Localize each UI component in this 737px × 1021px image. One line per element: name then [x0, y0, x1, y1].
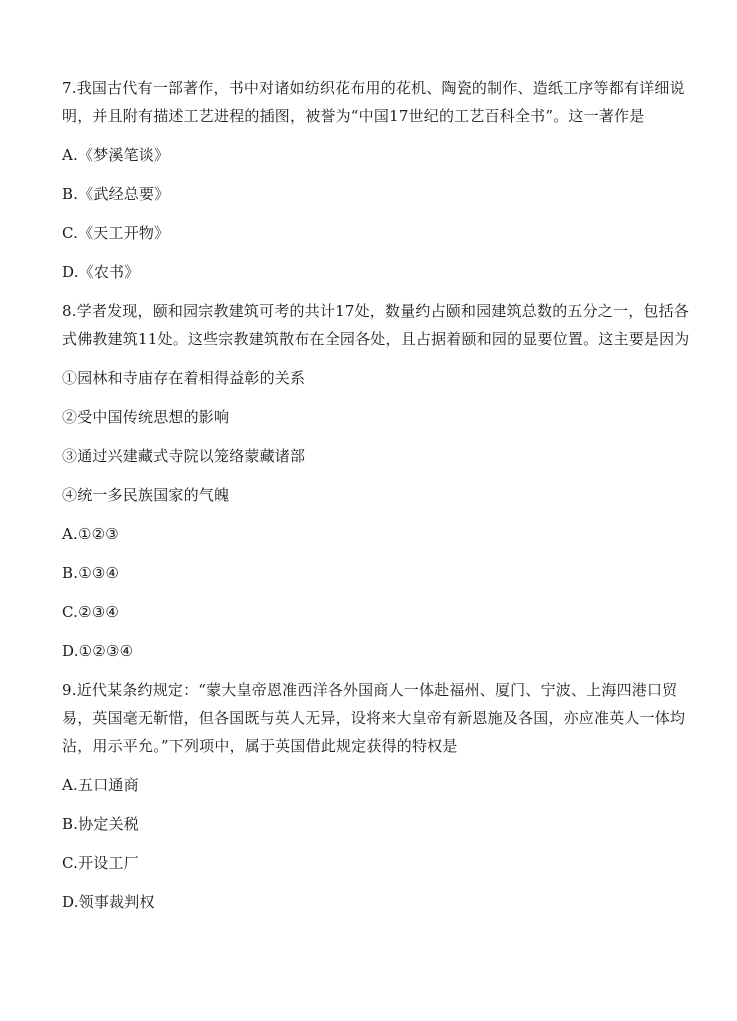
question-stem-line: 7.我国古代有一部著作，书中对诸如纺织花布用的花机、陶瓷的制作、造纸工序等都有详细说 — [62, 79, 685, 97]
option-c: C.开设工厂 — [62, 854, 139, 872]
option-b: B.《武经总要》 — [62, 185, 170, 203]
exam-page — [62, 74, 690, 927]
question-stem-line: 9.近代某条约规定：“蒙大皇帝恩准西洋各外国商人一体赴福州、厦门、宁波、上海四港口贸 — [62, 681, 678, 699]
option-a: A.五口通商 — [62, 776, 139, 794]
statement-4: ④统一多民族国家的气魄 — [62, 486, 230, 504]
statement-1: ①园林和寺庙存在着相得益彰的关系 — [62, 369, 306, 387]
question-stem-line: 沾，用示平允。”下列项中，属于英国借此规定获得的特权是 — [62, 737, 458, 755]
option-c: C.②③④ — [62, 603, 120, 621]
option-b: B.协定关税 — [62, 815, 139, 833]
option-a: A.《梦溪笔谈》 — [62, 146, 170, 164]
option-b: B.①③④ — [62, 564, 120, 582]
question-stem-line: 8.学者发现，颐和园宗教建筑可考的共计17处，数量约占颐和园建筑总数的五分之一，包括各 — [62, 302, 690, 320]
option-d: D.领事裁判权 — [62, 893, 155, 911]
question-9-stem — [62, 676, 686, 760]
option-d: D.①②③④ — [62, 642, 134, 660]
question-7-stem — [62, 74, 685, 130]
question-8-stem — [62, 297, 690, 353]
question-stem-line: 明，并且附有描述工艺进程的插图，被誉为“中国17世纪的工艺百科全书”。这一著作是 — [62, 107, 645, 125]
option-d: D.《农书》 — [62, 263, 140, 281]
option-c: C.《天工开物》 — [62, 224, 170, 242]
statement-2: ②受中国传统思想的影响 — [62, 408, 230, 426]
statement-3: ③通过兴建藏式寺院以笼络蒙藏诸部 — [62, 447, 306, 465]
question-stem-line: 易，英国毫无靳惜，但各国既与英人无异，设将来大皇帝有新恩施及各国，亦应准英人一体均 — [62, 709, 686, 727]
question-stem-line: 式佛教建筑11处。这些宗教建筑散布在全园各处，且占据着颐和园的显要位置。这主要是因为 — [62, 330, 690, 348]
option-a: A.①②③ — [62, 525, 119, 543]
